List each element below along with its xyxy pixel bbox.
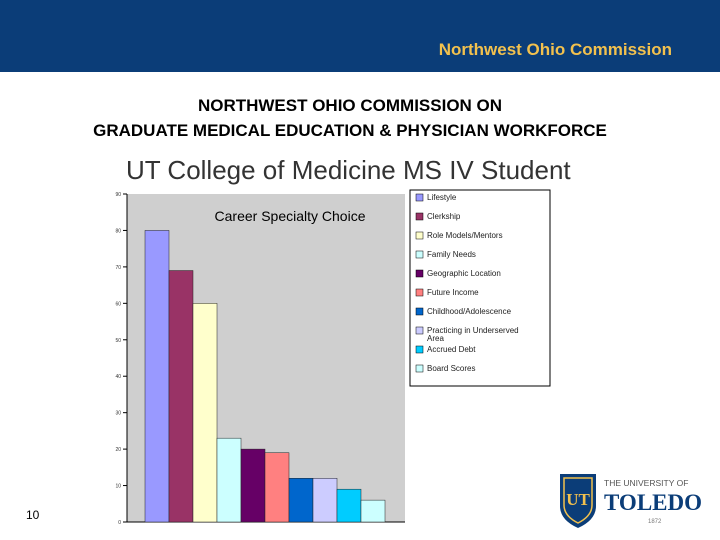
university-logo <box>556 468 706 530</box>
legend-swatch <box>416 194 423 201</box>
logo-line-1: THE UNIVERSITY OF <box>604 478 689 488</box>
bar-7 <box>289 478 313 522</box>
legend-swatch <box>416 270 423 277</box>
bar-10 <box>361 500 385 522</box>
slide-subtitle: UT College of Medicine MS IV Student <box>126 155 571 185</box>
legend-label: Clerkship <box>427 212 461 221</box>
bar-5 <box>241 449 265 522</box>
legend-swatch <box>416 213 423 220</box>
heading-line-1: NORTHWEST OHIO COMMISSION ON <box>197 96 503 115</box>
legend-label: Lifestyle <box>427 193 457 202</box>
legend-label: Childhood/Adolescence <box>427 307 512 316</box>
bar-chart <box>100 186 560 532</box>
legend-swatch <box>416 346 423 353</box>
legend-label: Family Needs <box>427 250 476 259</box>
chart-title: Career Specialty Choice <box>214 208 366 224</box>
y-tick-label: 90 <box>115 192 121 198</box>
y-tick-label: 20 <box>115 447 121 454</box>
y-tick-label: 40 <box>115 374 121 381</box>
legend-label: Board Scores <box>427 364 476 373</box>
heading-line-2: GRADUATE MEDICAL EDUCATION & PHYSICIAN WORKFORCE <box>93 121 607 140</box>
legend-label: Role Models/Mentors <box>427 231 503 240</box>
legend-swatch <box>416 365 423 372</box>
legend-swatch <box>416 251 423 258</box>
legend-label: Geographic Location <box>427 269 501 278</box>
logo-mark: UT <box>566 490 590 509</box>
legend-swatch <box>416 308 423 315</box>
bar-3 <box>193 303 217 522</box>
y-tick-label: 60 <box>115 301 121 308</box>
page-number: 10 <box>26 508 40 522</box>
y-tick-label: 80 <box>115 228 121 235</box>
legend-label: Practicing in Underserved Area <box>427 326 519 343</box>
y-tick-label: 10 <box>115 483 121 490</box>
legend-swatch <box>416 327 423 334</box>
legend-swatch <box>416 289 423 296</box>
header-title: Northwest Ohio Commission <box>438 40 672 59</box>
y-tick-label: 0 <box>118 520 121 526</box>
bar-2 <box>169 271 193 522</box>
y-tick-label: 30 <box>115 410 121 417</box>
logo-year: 1872 <box>648 519 662 525</box>
legend-label: Accrued Debt <box>427 345 476 354</box>
bar-4 <box>217 438 241 522</box>
bar-9 <box>337 489 361 522</box>
bar-1 <box>145 230 169 522</box>
legend-label: Future Income <box>427 288 479 297</box>
bar-6 <box>265 453 289 522</box>
y-tick-label: 70 <box>115 264 121 271</box>
legend-swatch <box>416 232 423 239</box>
logo-line-2: TOLEDO <box>604 490 702 515</box>
y-tick-label: 50 <box>115 337 121 344</box>
bar-8 <box>313 478 337 522</box>
header-bar <box>0 0 720 72</box>
